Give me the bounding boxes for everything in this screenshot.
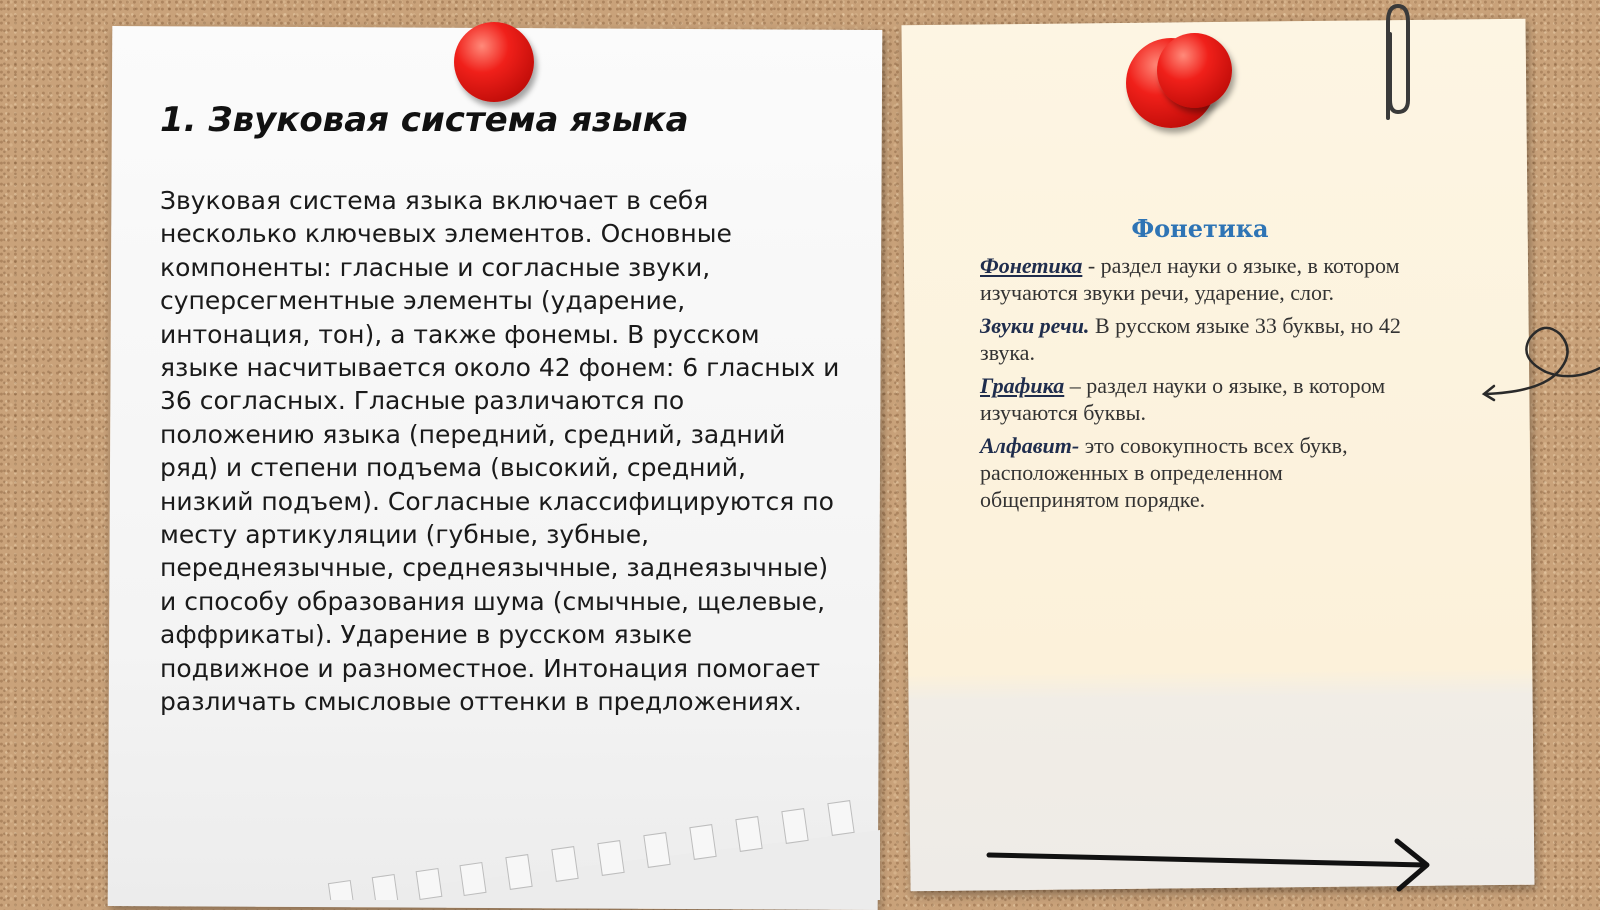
definition-phonetics xyxy=(980,252,1410,306)
squiggle-arrow-icon xyxy=(1480,312,1600,412)
definition-text: это совокупность всех букв, расположенных в определенном общепринятом порядке. xyxy=(980,433,1348,512)
left-note-body: Звуковая система языка включает в себя несколько ключевых элементов. Основные компоненты: гласные и согласные звуки, суперсегментные элементы (ударение, интонация, тон), а также фонемы. В русском языке насчитывается около 42 фонем: 6 гласных и 36 согласных. Гласные различаются по положению языка (передний, средний, задний ряд) и степени подъема (высокий, средний, низкий подъем). Согласные классифицируются по месту артикуляции (губные, зубные, переднеязычные, среднеязычные, заднеязычные) и способу образования шума (смычные, щелевые, аффрикаты). Ударение в русском языке подвижное и разноместное. Интонация помогает различать смысловые оттенки в предложениях. xyxy=(160,186,840,717)
definition-term: Графика xyxy=(980,373,1065,398)
definition-speech-sounds xyxy=(980,312,1410,366)
definition-graphics xyxy=(980,372,1410,426)
definition-term: Фонетика xyxy=(980,253,1083,278)
torn-paper-tabs xyxy=(310,790,880,900)
definition-text: - раздел науки о языке, в котором изучаются звуки речи, ударение, слог. xyxy=(980,253,1400,305)
red-pushpin-icon xyxy=(1157,33,1232,108)
definition-text: – раздел науки о языке, в котором изучаются буквы. xyxy=(980,373,1386,425)
right-note-title: Фонетика xyxy=(1131,214,1269,243)
definitions-list xyxy=(980,252,1410,519)
definition-term: Звуки речи. xyxy=(980,313,1090,338)
left-note-title: 1. Звуковая система языка xyxy=(160,100,689,140)
arrow-right-icon xyxy=(985,835,1445,895)
red-pushpin-icon xyxy=(454,22,534,102)
definition-term: Алфавит- xyxy=(980,433,1080,458)
definition-alphabet xyxy=(980,432,1410,513)
paperclip-icon xyxy=(1376,0,1416,125)
definition-text: В русском языке 33 буквы, но 42 звука. xyxy=(980,313,1401,365)
